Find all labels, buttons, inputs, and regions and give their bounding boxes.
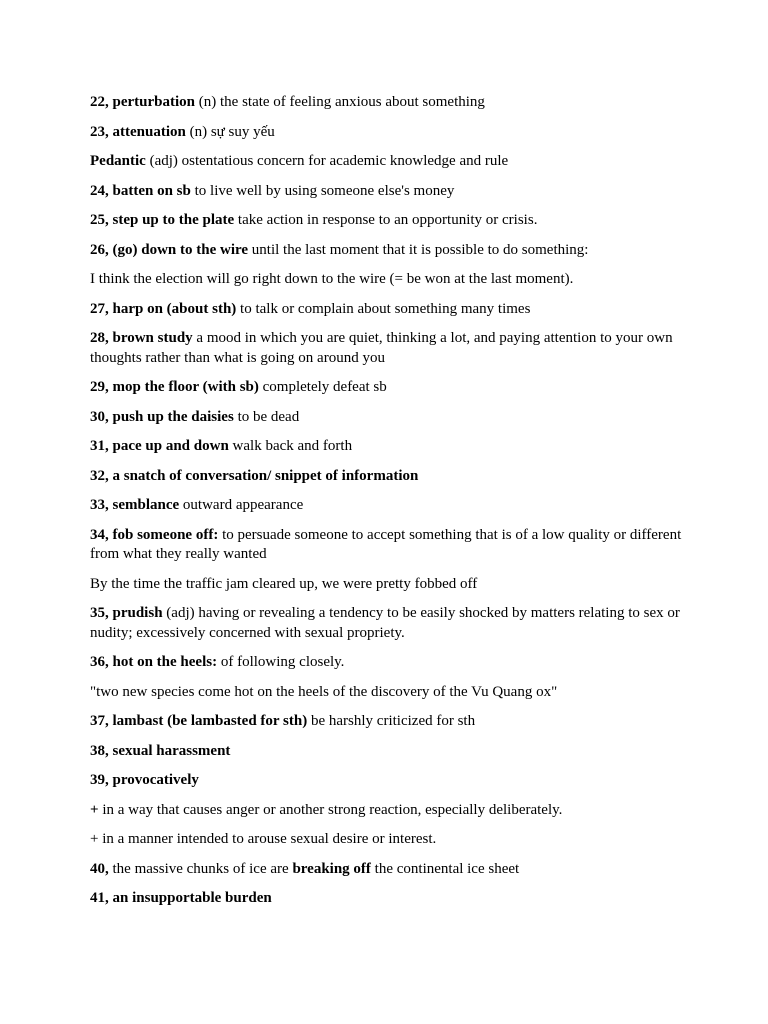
entry-24 [90,182,690,202]
entry-number: 40, [90,860,109,877]
entry-39-sense-2 [90,830,690,850]
entry-term: 33, semblance [90,497,180,513]
entry-term: Pedantic [90,153,146,169]
entry-34-example [90,575,690,595]
entry-36-example [90,683,690,703]
entry-term: 41, an insupportable burden [90,890,272,906]
entry-36 [90,653,690,673]
entry-term: breaking off [292,860,371,877]
entry-term: 22, perturbation [90,94,195,110]
entry-definition: to be dead [233,408,300,425]
entry-definition: (adj) having or revealing a tendency to be easily shocked by matters relating to sex or nudity; excessively concerned with sexual propriety. [90,605,680,641]
entry-text-after: the continental ice sheet [370,860,520,877]
entry-term: 34, fob someone off: [90,526,219,543]
entry-text-before: the massive chunks of ice are [108,860,293,877]
entry-term: 38, sexual harassment [90,742,231,759]
entry-term: 24, batten on sb [90,182,191,199]
entry-definition: (n) the state of feeling anxious about something [195,94,485,110]
entry-term: 30, push up the daisies [90,408,234,425]
entry-definition: a mood in which you are quiet, thinking a lot, and paying attention to your own thoughts rather than what is going on around you [90,330,673,366]
entry-term: 27, harp on (about sth) [90,300,237,317]
entry-definition: of following closely. [217,654,345,670]
entry-definition: (adj) ostentatious concern for academic knowledge and rule [145,153,509,169]
entry-39-sense-1 [90,801,690,821]
entry-definition: to live well by using someone else's money [190,182,455,199]
entry-35 [90,604,690,643]
entry-bullet: + [90,801,99,818]
entry-37 [90,712,690,732]
entry-definition: walk back and forth [228,438,353,454]
entry-example: By the time the traffic jam cleared up, we were pretty fobbed off [90,575,478,592]
entry-term: 31, pace up and down [90,438,229,454]
entry-term: 32, a snatch of conversation/ snippet of information [90,467,419,484]
entry-29 [90,378,690,398]
entry-definition: to talk or complain about something many times [236,300,531,317]
entry-32 [90,467,690,487]
entry-definition: take action in response to an opportunity or crisis. [234,212,538,228]
entry-31 [90,437,690,457]
entry-term: 26, (go) down to the wire [90,241,249,258]
entry-26 [90,241,690,261]
entry-definition: + in a manner intended to arouse sexual desire or interest. [90,831,437,847]
entry-40 [90,860,690,880]
entry-example: I think the election will go right down to the wire (= be won at the last moment). [90,271,574,287]
entry-term: 25, step up to the plate [90,212,235,228]
entry-term: 37, lambast (be lambasted for sth) [90,713,308,729]
entry-39 [90,771,690,791]
entry-definition: completely defeat sb [258,379,387,395]
entry-28 [90,329,690,368]
entry-definition: in a way that causes anger or another strong reaction, especially deliberately. [98,801,563,818]
entry-25 [90,211,690,231]
entry-22 [90,93,690,113]
entry-term: 28, brown study [90,330,193,346]
entry-term: 39, provocatively [90,772,199,788]
entry-30 [90,408,690,428]
entry-33 [90,496,690,516]
entry-pedantic [90,152,690,172]
entry-definition: outward appearance [179,497,304,513]
vocabulary-list [90,93,690,919]
entry-term: 35, prudish [90,605,163,621]
entry-term: 29, mop the floor (with sb) [90,379,259,395]
entry-27 [90,300,690,320]
entry-definition: to persuade someone to accept something that is of a low quality or different from what they really wanted [90,526,682,562]
entry-term: 23, attenuation [90,123,186,140]
entry-38 [90,742,690,762]
entry-definition: be harshly criticized for sth [307,713,476,729]
entry-definition: until the last moment that it is possible to do something: [248,241,589,258]
entry-34 [90,526,690,565]
entry-definition: (n) sự suy yếu [185,123,275,140]
entry-example: "two new species come hot on the heels of the discovery of the Vu Quang ox" [90,683,558,700]
entry-41 [90,889,690,909]
entry-term: 36, hot on the heels: [90,654,218,670]
entry-26-example [90,270,690,290]
entry-23 [90,123,690,143]
